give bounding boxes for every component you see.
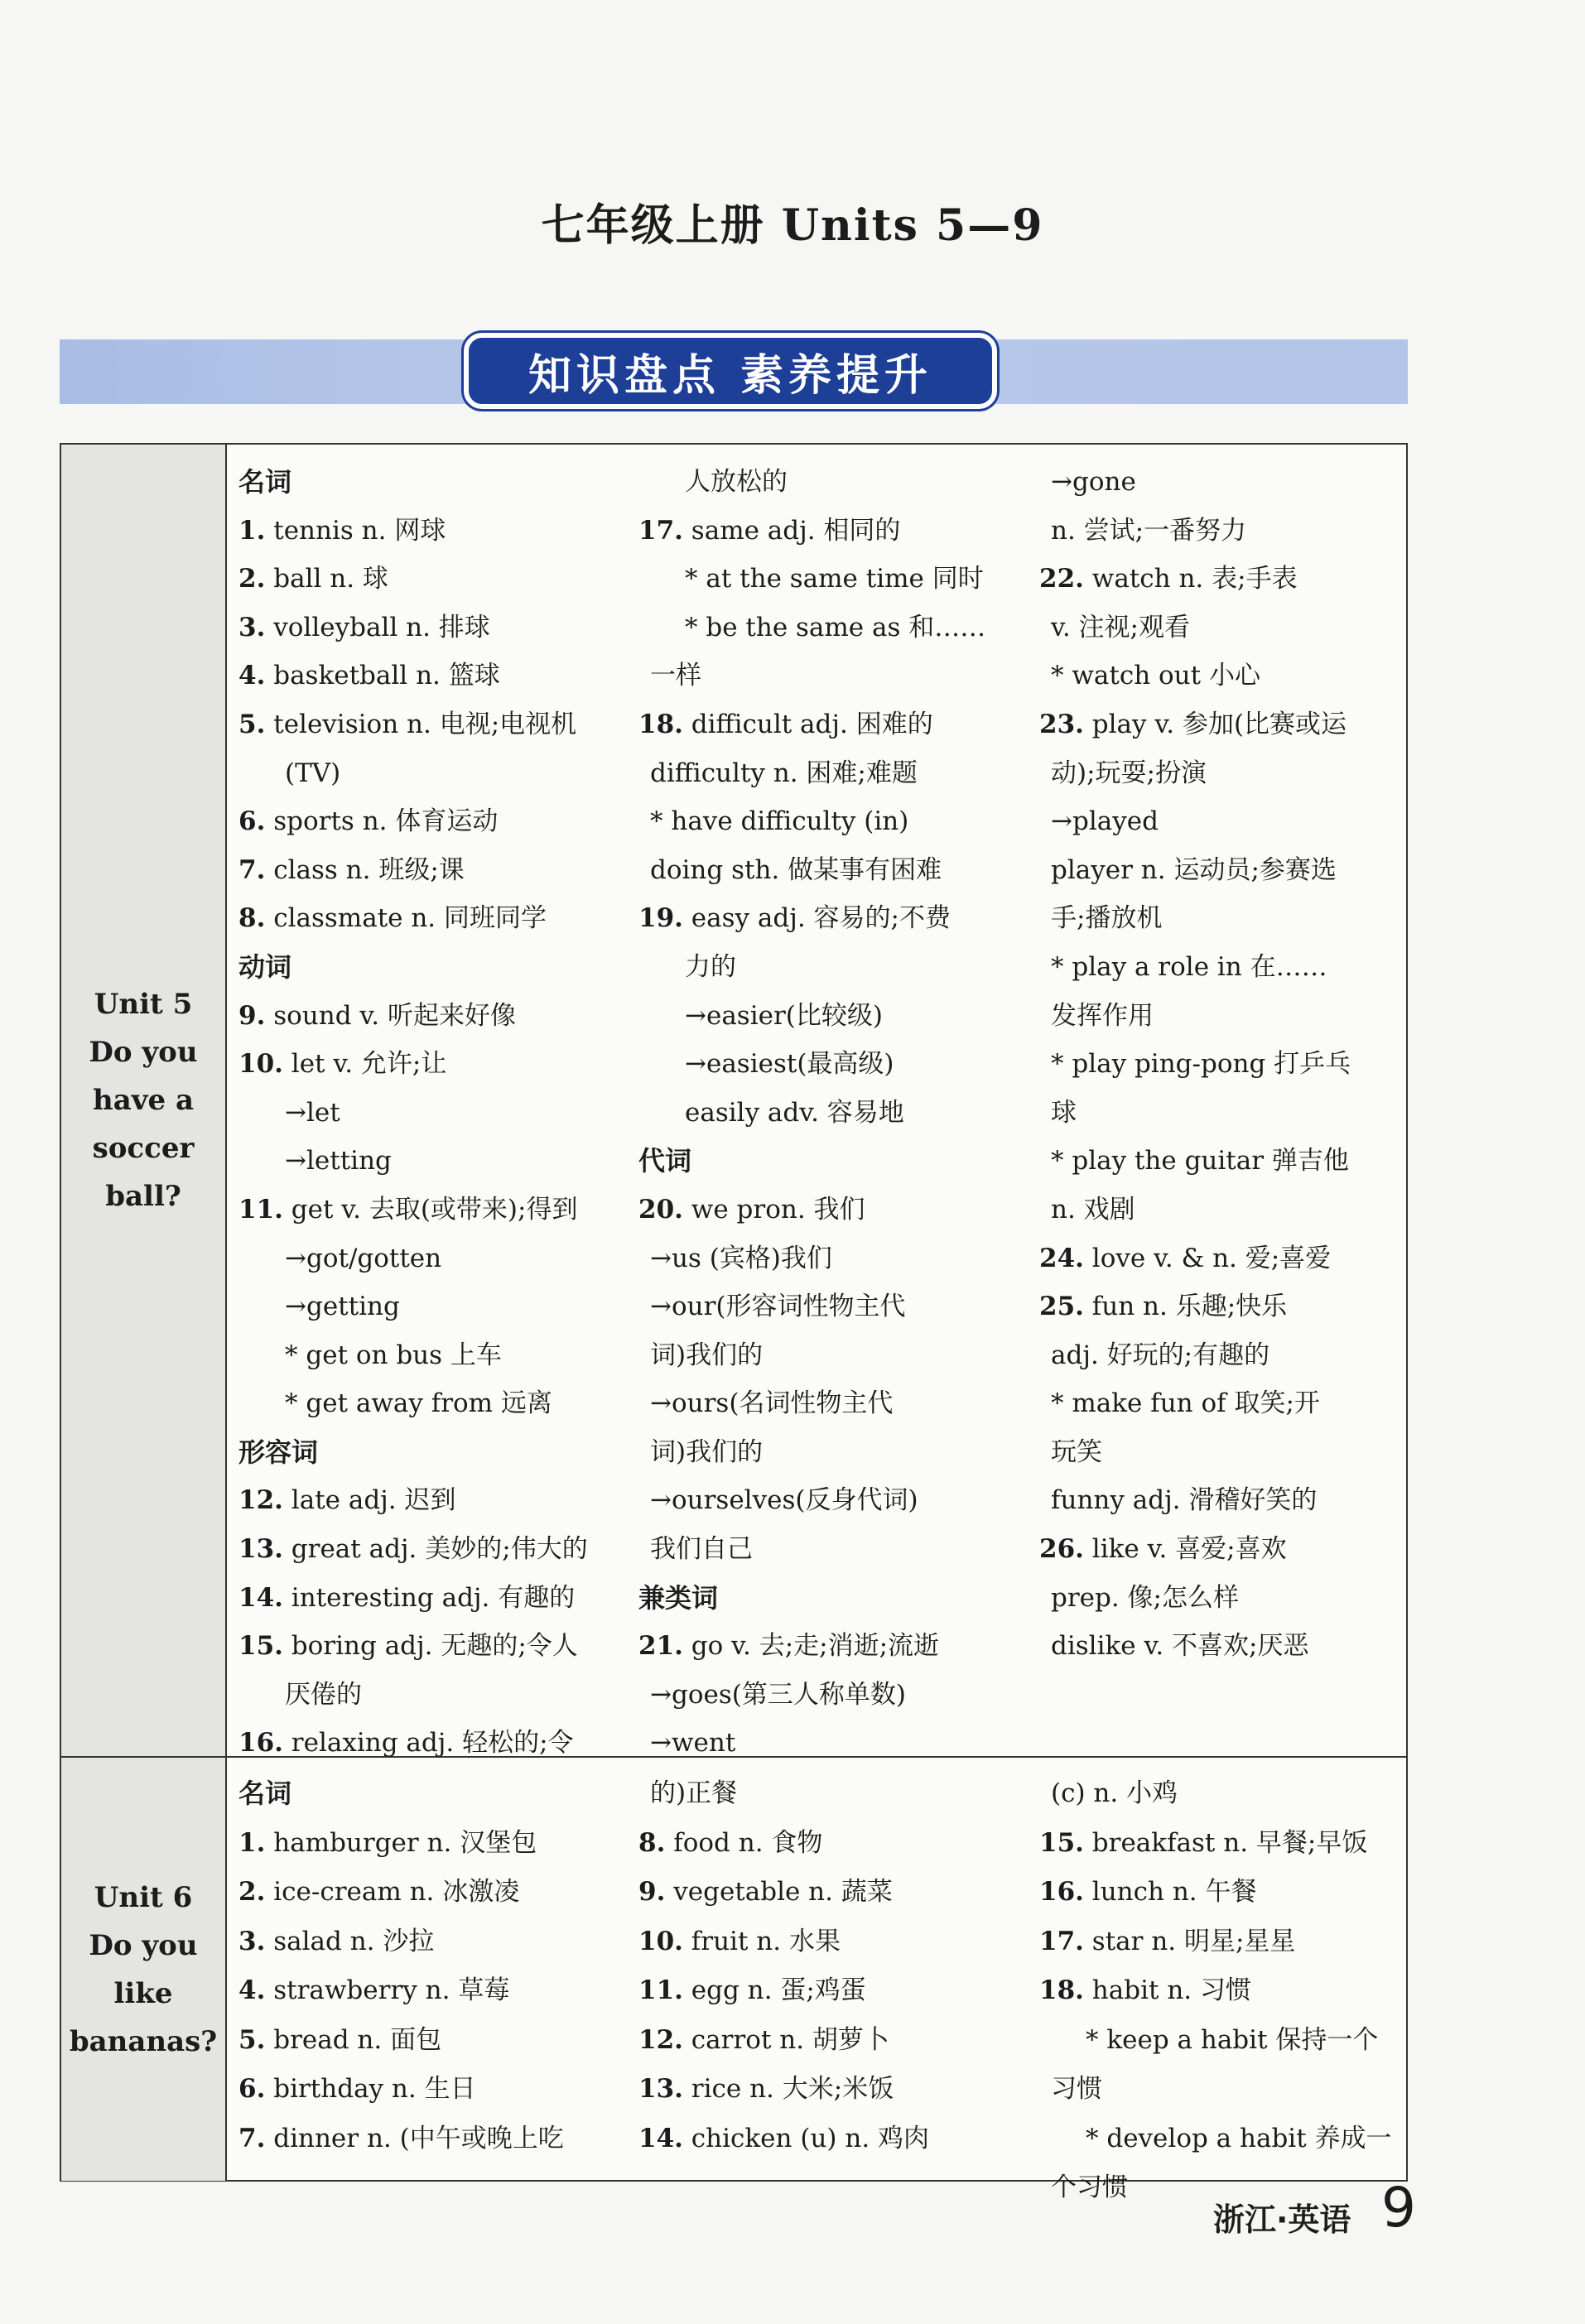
entry-text: hamburger n. 汉堡包 [273, 1827, 537, 1858]
vocab-entry [638, 1622, 985, 1671]
page-title: 七年级上册 Units 5—9 [541, 200, 1044, 251]
entry-text: class n. 班级;课 [273, 854, 465, 885]
vocab-entry [238, 2016, 564, 2066]
vocab-entry [238, 1040, 588, 1089]
entry-text: classmate n. 同班同学 [273, 903, 547, 934]
entry-continuation: →got/gotten [285, 1243, 442, 1273]
category-heading: 名词 [238, 466, 292, 498]
entry-continuation: →gone [1051, 467, 1136, 497]
entry-text: get v. 去取(或带来);得到 [291, 1194, 578, 1225]
entry-text: like v. 喜爱;喜欢 [1091, 1534, 1287, 1565]
category-heading: 名词 [238, 1778, 292, 1809]
unit-5-column-1 [238, 458, 588, 1768]
unit-5-label [61, 445, 227, 1756]
vocabulary-table [60, 443, 1408, 2202]
vocab-entry [638, 2016, 929, 2066]
unit-label-line: Unit 5 [94, 988, 193, 1021]
entry-text: same adj. 相同的 [691, 515, 901, 546]
entry-number: 14. [238, 1582, 283, 1613]
entry-text: carrot n. 胡萝卜 [691, 2024, 889, 2055]
entry-continuation: dislike v. 不喜欢;厌恶 [1051, 1631, 1309, 1662]
entry-text: watch n. 表;手表 [1091, 564, 1298, 594]
unit-6-column-2 [638, 1769, 929, 2163]
entry-text: strawberry n. 草莓 [273, 1975, 510, 2005]
entry-continuation: player n. 运动员;参赛选 [1051, 854, 1337, 885]
entry-number: 13. [638, 2074, 683, 2104]
entry-text: basketball n. 篮球 [273, 661, 500, 691]
vocab-entry [238, 1622, 588, 1671]
unit-label-line: like [113, 1976, 173, 2010]
entry-continuation: 个习惯 [1051, 2172, 1128, 2202]
vocab-entry [638, 1868, 929, 1917]
entry-continuation: n. 尝试;一番努力 [1051, 515, 1247, 546]
entry-text: chicken (u) n. 鸡肉 [691, 2123, 930, 2153]
category-heading: 动词 [238, 950, 292, 983]
entry-number: 10. [238, 1049, 283, 1080]
entry-continuation: →letting [285, 1146, 392, 1176]
entry-text: easy adj. 容易的;不费 [691, 903, 951, 934]
entry-continuation: 动);玩耍;扮演 [1051, 758, 1207, 788]
entry-continuation: 手;播放机 [1051, 903, 1163, 934]
vocab-entry [238, 700, 588, 749]
entry-number: 13. [238, 1534, 283, 1565]
entry-number: 26. [1039, 1534, 1084, 1565]
entry-number: 23. [1039, 709, 1084, 739]
entry-text: we pron. 我们 [691, 1194, 865, 1225]
entry-number: 15. [1039, 1827, 1084, 1858]
entry-number: 5. [238, 709, 266, 739]
entry-number: 20. [638, 1194, 683, 1225]
vocab-entry [1039, 1282, 1351, 1331]
vocab-entry [238, 1574, 588, 1623]
entry-continuation: * play ping-pong 打乒乓 [1051, 1049, 1351, 1080]
unit-6-column-1 [238, 1769, 564, 2163]
unit-label-line: bananas? [69, 2024, 218, 2058]
unit-label-line: ball? [105, 1180, 181, 1213]
vocab-entry [238, 1525, 588, 1574]
entry-continuation: →goes(第三人称单数) [650, 1679, 906, 1710]
entry-number: 21. [638, 1631, 683, 1662]
vocab-entry [238, 555, 588, 604]
entry-continuation: (TV) [285, 758, 341, 788]
vocab-entry [638, 1966, 929, 2016]
vocab-entry [238, 604, 588, 652]
vocab-entry [638, 1917, 929, 1967]
entry-text: dinner n. (中午或晚上吃 [273, 2123, 564, 2153]
entry-continuation: n. 戏剧 [1051, 1194, 1135, 1225]
entry-continuation: 人放松的 [685, 467, 788, 497]
entry-continuation: * watch out 小心 [1051, 661, 1260, 691]
vocab-entry [1039, 1234, 1351, 1283]
vocab-entry [238, 2065, 564, 2115]
entry-number: 2. [238, 1877, 266, 1907]
entry-text: lunch n. 午餐 [1091, 1877, 1257, 1907]
entry-text: bread n. 面包 [273, 2024, 442, 2055]
entry-number: 8. [238, 903, 266, 934]
unit-5-column-3 [1039, 458, 1351, 1671]
entry-text: volleyball n. 排球 [273, 612, 490, 642]
entry-text: boring adj. 无趣的;令人 [291, 1631, 578, 1662]
entry-number: 1. [238, 1827, 266, 1858]
vocab-entry [238, 1966, 564, 2016]
entry-continuation: (c) n. 小鸡 [1051, 1778, 1178, 1808]
section-banner: 知识盘点 素养提升 [464, 333, 997, 409]
entry-number: 5. [238, 2024, 266, 2055]
entry-text: ball n. 球 [273, 564, 388, 594]
entry-text: habit n. 习惯 [1091, 1975, 1251, 2005]
entry-continuation: * play the guitar 弹吉他 [1051, 1146, 1349, 1176]
entry-continuation: 词)我们的 [650, 1436, 764, 1467]
entry-text: star n. 明星;星星 [1091, 1926, 1296, 1956]
vocab-entry [238, 894, 588, 943]
entry-continuation: →easier(比较级) [685, 1000, 883, 1031]
entry-continuation: * make fun of 取笑;开 [1051, 1388, 1320, 1419]
entry-text: relaxing adj. 轻松的;令 [291, 1728, 574, 1759]
entry-continuation: 的)正餐 [650, 1778, 738, 1808]
vocab-entry [638, 700, 985, 749]
entry-continuation: * get on bus 上车 [285, 1340, 502, 1370]
category-heading: 形容词 [238, 1436, 319, 1468]
vocab-entry [238, 797, 588, 846]
entry-number: 22. [1039, 564, 1084, 594]
entry-number: 7. [238, 854, 266, 885]
entry-continuation: →easiest(最高级) [685, 1049, 894, 1080]
entry-continuation: funny adj. 滑稽好笑的 [1051, 1485, 1318, 1516]
entry-continuation: →our(形容词性物主代 [650, 1292, 906, 1322]
entry-number: 17. [638, 515, 683, 546]
vocab-entry [1039, 1868, 1392, 1917]
vocab-entry [638, 894, 985, 943]
entry-number: 12. [638, 2024, 683, 2055]
entry-continuation: adj. 好玩的;有趣的 [1051, 1340, 1270, 1370]
entry-text: ice-cream n. 冰激凌 [273, 1877, 520, 1907]
entry-number: 19. [638, 903, 683, 934]
unit-label-line: Do you [89, 1036, 198, 1069]
entry-number: 15. [238, 1631, 283, 1662]
entry-continuation: prep. 像;怎么样 [1051, 1582, 1240, 1613]
entry-number: 6. [238, 2074, 266, 2104]
entry-continuation: 球 [1051, 1097, 1077, 1128]
entry-continuation: * play a role in 在…… [1051, 951, 1327, 982]
entry-continuation: →ours(名词性物主代 [650, 1388, 894, 1419]
entry-continuation: * develop a habit 养成一 [1086, 2123, 1392, 2153]
entry-number: 9. [238, 1000, 266, 1031]
entry-text: birthday n. 生日 [273, 2074, 476, 2104]
entry-text: play v. 参加(比赛或运 [1091, 709, 1347, 739]
vocab-entry [238, 1476, 588, 1525]
entry-continuation: * keep a habit 保持一个 [1086, 2024, 1379, 2055]
entry-text: let v. 允许;让 [291, 1049, 447, 1080]
entry-number: 3. [238, 1926, 266, 1956]
unit-5-column-2 [638, 458, 985, 1768]
unit-label-line: Do you [89, 1928, 198, 1962]
entry-continuation: 发挥作用 [1051, 1000, 1154, 1031]
vocab-entry [238, 1186, 588, 1234]
vocab-entry [238, 846, 588, 895]
entry-continuation: * at the same time 同时 [685, 564, 984, 594]
entry-number: 6. [238, 806, 266, 837]
entry-continuation: 厌倦的 [285, 1679, 362, 1710]
vocab-entry [238, 992, 588, 1041]
entry-number: 16. [238, 1728, 283, 1759]
entry-continuation: 力的 [685, 951, 736, 982]
entry-number: 12. [238, 1485, 283, 1516]
unit-6-label [61, 1758, 227, 2181]
entry-text: sound v. 听起来好像 [273, 1000, 516, 1031]
entry-number: 11. [238, 1194, 283, 1225]
entry-number: 2. [238, 564, 266, 594]
vocab-entry [638, 1186, 985, 1234]
entry-continuation: doing sth. 做某事有困难 [650, 854, 942, 885]
vocab-entry [1039, 1966, 1392, 2016]
entry-continuation: 词)我们的 [650, 1340, 764, 1370]
entry-continuation: 一样 [650, 661, 701, 691]
entry-continuation: * get away from 远离 [285, 1388, 552, 1419]
entry-number: 25. [1039, 1292, 1084, 1322]
entry-number: 18. [638, 709, 683, 739]
unit-label-line: soccer [92, 1132, 195, 1165]
entry-continuation: * be the same as 和…… [685, 612, 986, 642]
vocab-entry [238, 1819, 564, 1869]
entry-text: tennis n. 网球 [273, 515, 446, 546]
entry-continuation: 我们自己 [650, 1534, 753, 1565]
vocab-entry [638, 1819, 929, 1869]
entry-continuation: →went [650, 1728, 736, 1759]
entry-text: fun n. 乐趣;快乐 [1091, 1292, 1288, 1322]
entry-number: 11. [638, 1975, 683, 2005]
vocab-entry [638, 507, 985, 556]
vocab-entry [238, 1868, 564, 1917]
entry-number: 14. [638, 2123, 683, 2153]
entry-number: 1. [238, 515, 266, 546]
entry-text: food n. 食物 [673, 1827, 823, 1858]
vocab-entry [1039, 700, 1351, 749]
entry-text: salad n. 沙拉 [273, 1926, 435, 1956]
entry-continuation: 玩笑 [1051, 1436, 1102, 1467]
entry-number: 4. [238, 1975, 266, 2005]
entry-text: egg n. 蛋;鸡蛋 [691, 1975, 866, 2005]
vocab-entry [638, 2065, 929, 2115]
entry-number: 24. [1039, 1243, 1084, 1273]
entry-text: vegetable n. 蔬菜 [673, 1877, 893, 1907]
page-number: 9 [1381, 2176, 1416, 2240]
entry-continuation: easily adv. 容易地 [685, 1097, 904, 1128]
entry-text: late adj. 迟到 [291, 1485, 456, 1516]
entry-text: love v. & n. 爱;喜爱 [1091, 1243, 1332, 1273]
entry-number: 7. [238, 2123, 266, 2153]
entry-text: fruit n. 水果 [691, 1926, 841, 1956]
vocab-entry [1039, 1819, 1392, 1869]
entry-number: 10. [638, 1926, 683, 1956]
entry-number: 18. [1039, 1975, 1084, 2005]
unit-6-column-3 [1039, 1769, 1392, 2213]
entry-continuation: v. 注视;观看 [1051, 612, 1190, 642]
footer-label: 浙江·英语 [1213, 2201, 1351, 2238]
entry-continuation: →us (宾格)我们 [650, 1243, 832, 1273]
entry-continuation: →ourselves(反身代词) [650, 1485, 918, 1516]
entry-number: 4. [238, 661, 266, 691]
entry-continuation: difficulty n. 困难;难题 [650, 758, 918, 788]
entry-text: television n. 电视;电视机 [273, 709, 577, 739]
entry-continuation: →let [285, 1097, 340, 1128]
entry-number: 8. [638, 1827, 666, 1858]
unit-label-line: have a [92, 1084, 194, 1117]
entry-text: breakfast n. 早餐;早饭 [1091, 1827, 1368, 1858]
entry-text: great adj. 美妙的;伟大的 [291, 1534, 588, 1565]
unit-5-section [61, 445, 1406, 1758]
entry-text: sports n. 体育运动 [273, 806, 499, 837]
entry-number: 3. [238, 612, 266, 642]
entry-number: 9. [638, 1877, 666, 1907]
unit-label-line: Unit 6 [94, 1880, 193, 1914]
vocab-entry [238, 507, 588, 556]
entry-number: 17. [1039, 1926, 1084, 1956]
category-heading: 兼类词 [638, 1581, 719, 1614]
entry-text: interesting adj. 有趣的 [291, 1582, 576, 1613]
entry-text: rice n. 大米;米饭 [691, 2074, 894, 2104]
category-heading: 代词 [638, 1145, 692, 1177]
unit-6-section [61, 1758, 1406, 2202]
vocab-entry [1039, 1525, 1351, 1574]
entry-continuation: →played [1051, 806, 1159, 837]
entry-text: difficult adj. 困难的 [691, 709, 933, 739]
vocab-entry [238, 1917, 564, 1967]
vocab-entry [238, 2115, 564, 2164]
entry-number: 16. [1039, 1877, 1084, 1907]
entry-continuation: →getting [285, 1292, 400, 1322]
vocab-entry [1039, 1917, 1392, 1967]
entry-continuation: * have difficulty (in) [650, 806, 909, 837]
vocab-entry [638, 2115, 929, 2164]
entry-continuation: 习惯 [1051, 2074, 1102, 2104]
entry-text: go v. 去;走;消逝;流逝 [691, 1631, 940, 1662]
vocab-entry [1039, 555, 1351, 604]
vocab-entry [238, 652, 588, 700]
